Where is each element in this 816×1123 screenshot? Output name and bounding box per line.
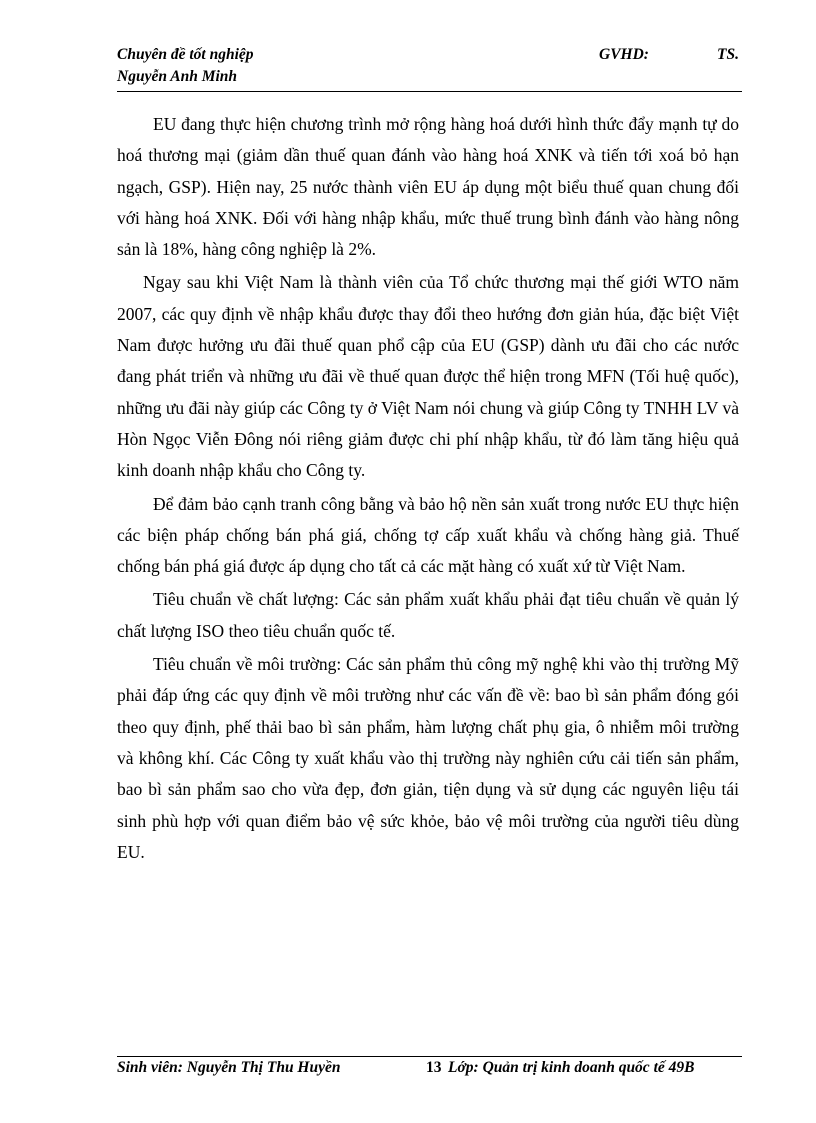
paragraph-eu-tariff: EU đang thực hiện chương trình mở rộng hàng hoá dưới hình thức đẩy mạnh tự do hoá thương mại (giảm dần thuế quan đánh vào hàng hoá XNK và tiến tới xoá bỏ hạn ngạch, GSP). Hiện nay, 25 nước thành viên EU áp dụng một biểu thuế quan chung đối với hàng hoá XNK. Đối với hàng nhập khẩu, mức thuế trung bình đánh vào hàng nông sản là 18%, hàng công nghiệp là 2%. <box>117 114 739 260</box>
header-advisor-name: Nguyễn Anh Minh <box>117 68 238 85</box>
header-divider <box>117 91 742 92</box>
header-topic: Chuyên đề tốt nghiệp <box>117 46 254 63</box>
footer-student: Sinh viên: Nguyễn Thị Thu Huyền <box>117 1059 341 1076</box>
page-header <box>117 44 742 90</box>
paragraph-environment-standard: Tiêu chuẩn về môi trường: Các sản phẩm thủ công mỹ nghệ khi vào thị trường Mỹ phải đáp ứng các quy định về môi trường như các vấn đề về: bao bì sản phẩm đóng gói theo quy định, phế thải bao bì sản phẩm, hàm lượng chất phụ gia, ô nhiễm môi trường và không khí. Các Công ty xuất khẩu vào thị trường này nghiên cứu cải tiến sản phẩm, bao bì sản phẩm sao cho vừa đẹp, đơn giản, tiện dụng và sử dụng các nguyên liệu tái sinh phù hợp với quan điểm bảo vệ sức khỏe, bảo vệ môi trường của người tiêu dùng EU. <box>117 654 739 862</box>
paragraph-anti-dumping: Để đảm bảo cạnh tranh công bằng và bảo hộ nền sản xuất trong nước EU thực hiện các biện pháp chống bán phá giá, chống tợ cấp xuất khẩu và chống hàng giả. Thuế chống bán phá giá được áp dụng cho tất cả các mặt hàng có xuất xứ từ Việt Nam. <box>117 493 739 577</box>
header-advisor-label: GVHD: <box>599 46 649 63</box>
paragraph-wto-membership: Ngay sau khi Việt Nam là thành viên của Tổ chức thương mại thế giới WTO năm 2007, các quy định về nhập khẩu được thay đổi theo hướng đơn giản húa, đặc biệt Việt Nam được hưởng ưu đãi thuế quan phổ cập của EU (GSP) dành ưu đãi cho các nước đang phát triển và những ưu đãi về thuế quan được thể hiện trong MFN (Tối huệ quốc), những ưu đãi này giúp các Công ty ở Việt Nam nói chung và giúp Công ty TNHH LV và Hòn Ngọc Viễn Đông nói riêng giảm được chi phí nhập khẩu, từ đó làm tăng hiệu quả kinh doanh nhập khẩu cho Công ty. <box>117 272 739 481</box>
document-body <box>117 109 739 870</box>
header-row-bottom <box>117 66 742 88</box>
footer-divider <box>117 1056 742 1057</box>
paragraph-quality-standard: Tiêu chuẩn về chất lượng: Các sản phẩm xuất khẩu phải đạt tiêu chuẩn về quản lý chất lượng ISO theo tiêu chuẩn quốc tế. <box>117 589 739 641</box>
header-row-top <box>117 44 742 66</box>
footer-class: Lớp: Quản trị kinh doanh quốc tế 49B <box>448 1059 695 1076</box>
page-number: 13 <box>426 1059 442 1076</box>
header-advisor-title: TS. <box>717 46 739 63</box>
